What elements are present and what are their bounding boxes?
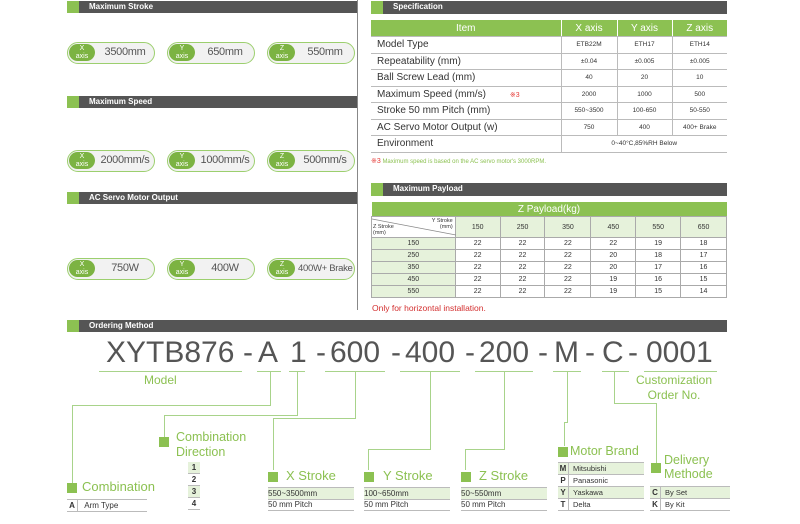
payload-table bbox=[371, 202, 727, 298]
z-axis-badge: Z axis bbox=[269, 152, 295, 169]
section-header-specification bbox=[371, 1, 727, 14]
speed-z-value: 500mm/s bbox=[303, 154, 347, 166]
label-y-stroke: Y Stroke bbox=[383, 468, 433, 483]
payload-corner-cell: Y Stroke (mm) Z Stroke (mm) bbox=[372, 217, 456, 238]
section-title: Maximum Speed bbox=[89, 97, 153, 106]
section-header-max-stroke bbox=[67, 1, 357, 13]
combination-marker bbox=[67, 483, 77, 493]
code-direction: 1 bbox=[290, 336, 307, 369]
z-axis-badge: Z axis bbox=[269, 44, 295, 61]
underline-model bbox=[99, 371, 242, 372]
section-header-max-speed bbox=[67, 96, 357, 108]
payload-title-row: Z Payload(kg) bbox=[372, 202, 727, 217]
direction-options: 1 2 3 4 bbox=[188, 462, 200, 510]
code-combination: A bbox=[258, 336, 279, 369]
x-axis-badge: X axis bbox=[69, 260, 95, 277]
stroke-z-pill bbox=[267, 42, 355, 64]
label-delivery: Delivery Methode bbox=[664, 453, 713, 481]
code-y-stroke: 400 bbox=[405, 336, 456, 369]
code-custom: 0001 bbox=[646, 336, 713, 369]
connector-x-stroke bbox=[355, 372, 356, 418]
section-title: AC Servo Motor Output bbox=[89, 193, 178, 202]
motor-marker bbox=[558, 447, 568, 457]
y-axis-badge: Y axis bbox=[169, 152, 195, 169]
table-row: Model Type ETB22M ETH17 ETH14 bbox=[371, 37, 727, 54]
y-stroke-marker bbox=[364, 472, 374, 482]
y-axis-badge: Y axis bbox=[169, 44, 195, 61]
output-z-pill bbox=[267, 258, 355, 280]
x-stroke-marker bbox=[268, 472, 278, 482]
combination-option: A Arm Type bbox=[67, 499, 147, 512]
connector-z-stroke bbox=[504, 372, 505, 449]
stroke-y-value: 650mm bbox=[207, 46, 243, 58]
stroke-z-value: 550mm bbox=[307, 46, 343, 58]
output-x-pill bbox=[67, 258, 155, 280]
green-marker bbox=[67, 1, 79, 13]
green-marker bbox=[371, 183, 383, 196]
speed-x-pill bbox=[67, 150, 155, 172]
underline-combination bbox=[257, 371, 281, 372]
label-direction: Combination Direction bbox=[176, 430, 247, 459]
payload-note: Only for horizontal installation. bbox=[372, 303, 486, 313]
z-axis-badge: Z axis bbox=[269, 260, 295, 277]
section-header-servo-output bbox=[67, 192, 357, 204]
code-model: XYTB876 bbox=[106, 336, 235, 369]
label-x-stroke: X Stroke bbox=[286, 468, 336, 483]
label-model: Model bbox=[144, 373, 177, 387]
output-y-value: 400W bbox=[211, 262, 239, 274]
table-row: Repeatability (mm) ±0.04 ±0.005 ±0.005 bbox=[371, 53, 727, 70]
speed-z-pill bbox=[267, 150, 355, 172]
speed-y-pill bbox=[167, 150, 255, 172]
section-title: Ordering Method bbox=[89, 321, 154, 330]
column-divider bbox=[357, 0, 358, 310]
table-row: Environment 0~40°C,85%RH Below bbox=[371, 136, 727, 153]
green-marker bbox=[67, 320, 79, 332]
stroke-x-value: 3500mm bbox=[104, 46, 146, 58]
code-delivery: C bbox=[602, 336, 624, 369]
table-row: Maximum Speed (mm/s) ※3 2000 1000 500 bbox=[371, 86, 727, 103]
delivery-marker bbox=[651, 463, 661, 473]
header-item: Item bbox=[371, 20, 561, 37]
section-title: Maximum Stroke bbox=[89, 2, 154, 11]
underline-delivery bbox=[602, 371, 629, 372]
code-x-stroke: 600 bbox=[330, 336, 381, 369]
green-marker bbox=[371, 1, 383, 14]
connector-delivery bbox=[614, 372, 615, 403]
output-z-value: 400W+ Brake bbox=[298, 263, 353, 274]
connector-direction bbox=[297, 372, 298, 415]
x-axis-badge: X axis bbox=[69, 44, 95, 61]
code-motor: M bbox=[554, 336, 579, 369]
label-motor-brand: Motor Brand bbox=[570, 444, 639, 458]
label-customization: Customization Order No. bbox=[636, 373, 713, 402]
payload-y-header-row: Y Stroke (mm) Z Stroke (mm) 150 250 350 450 550 650 bbox=[372, 217, 727, 238]
green-marker bbox=[67, 192, 79, 204]
spec-footnote: ※3 Maximum speed is based on the AC servo motor's 3000RPM. bbox=[371, 158, 546, 165]
direction-marker bbox=[159, 437, 169, 447]
speed-y-value: 1000mm/s bbox=[200, 154, 250, 166]
underline-custom bbox=[644, 371, 717, 372]
section-header-ordering bbox=[67, 320, 727, 332]
green-marker bbox=[67, 96, 79, 108]
table-row: Ball Screw Lead (mm) 40 20 10 bbox=[371, 70, 727, 87]
motor-options: M Mitsubishi P Panasonic Y Yaskawa T Delta bbox=[558, 462, 644, 511]
delivery-options: C By Set K By Kit bbox=[650, 486, 730, 511]
section-title: Maximum Payload bbox=[393, 184, 463, 193]
spec-header-row bbox=[371, 20, 727, 37]
output-x-value: 750W bbox=[111, 262, 139, 274]
footnote-mark: ※3 bbox=[509, 91, 520, 99]
x-axis-badge: X axis bbox=[69, 152, 95, 169]
table-row: 350 22 22 22 20 17 16 bbox=[372, 262, 727, 274]
table-row: 250 22 22 22 20 18 17 bbox=[372, 250, 727, 262]
section-header-max-payload bbox=[371, 183, 727, 196]
section-title: Specification bbox=[393, 2, 443, 11]
table-row: 450 22 22 22 19 16 15 bbox=[372, 274, 727, 286]
code-z-stroke: 200 bbox=[479, 336, 530, 369]
header-y-axis: Y axis bbox=[617, 20, 672, 37]
stroke-x-pill bbox=[67, 42, 155, 64]
connector-combination bbox=[270, 372, 271, 405]
y-axis-badge: Y axis bbox=[169, 260, 195, 277]
table-row: 150 22 22 22 22 19 18 bbox=[372, 238, 727, 250]
output-y-pill bbox=[167, 258, 255, 280]
connector-y-stroke bbox=[430, 372, 431, 449]
table-row: AC Servo Motor Output (w) 750 400 400+ Brake bbox=[371, 119, 727, 136]
label-combination: Combination bbox=[82, 479, 155, 494]
header-z-axis: Z axis bbox=[672, 20, 727, 37]
connector-motor bbox=[567, 372, 568, 422]
header-x-axis: X axis bbox=[561, 20, 617, 37]
stroke-y-pill bbox=[167, 42, 255, 64]
speed-x-value: 2000mm/s bbox=[100, 154, 150, 166]
specification-table bbox=[371, 20, 727, 153]
table-row: 550 22 22 22 19 15 14 bbox=[372, 286, 727, 298]
z-stroke-marker bbox=[461, 472, 471, 482]
label-z-stroke: Z Stroke bbox=[479, 468, 529, 483]
table-row: Stroke 50 mm Pitch (mm) 550~3500 100-650 50-550 bbox=[371, 103, 727, 120]
